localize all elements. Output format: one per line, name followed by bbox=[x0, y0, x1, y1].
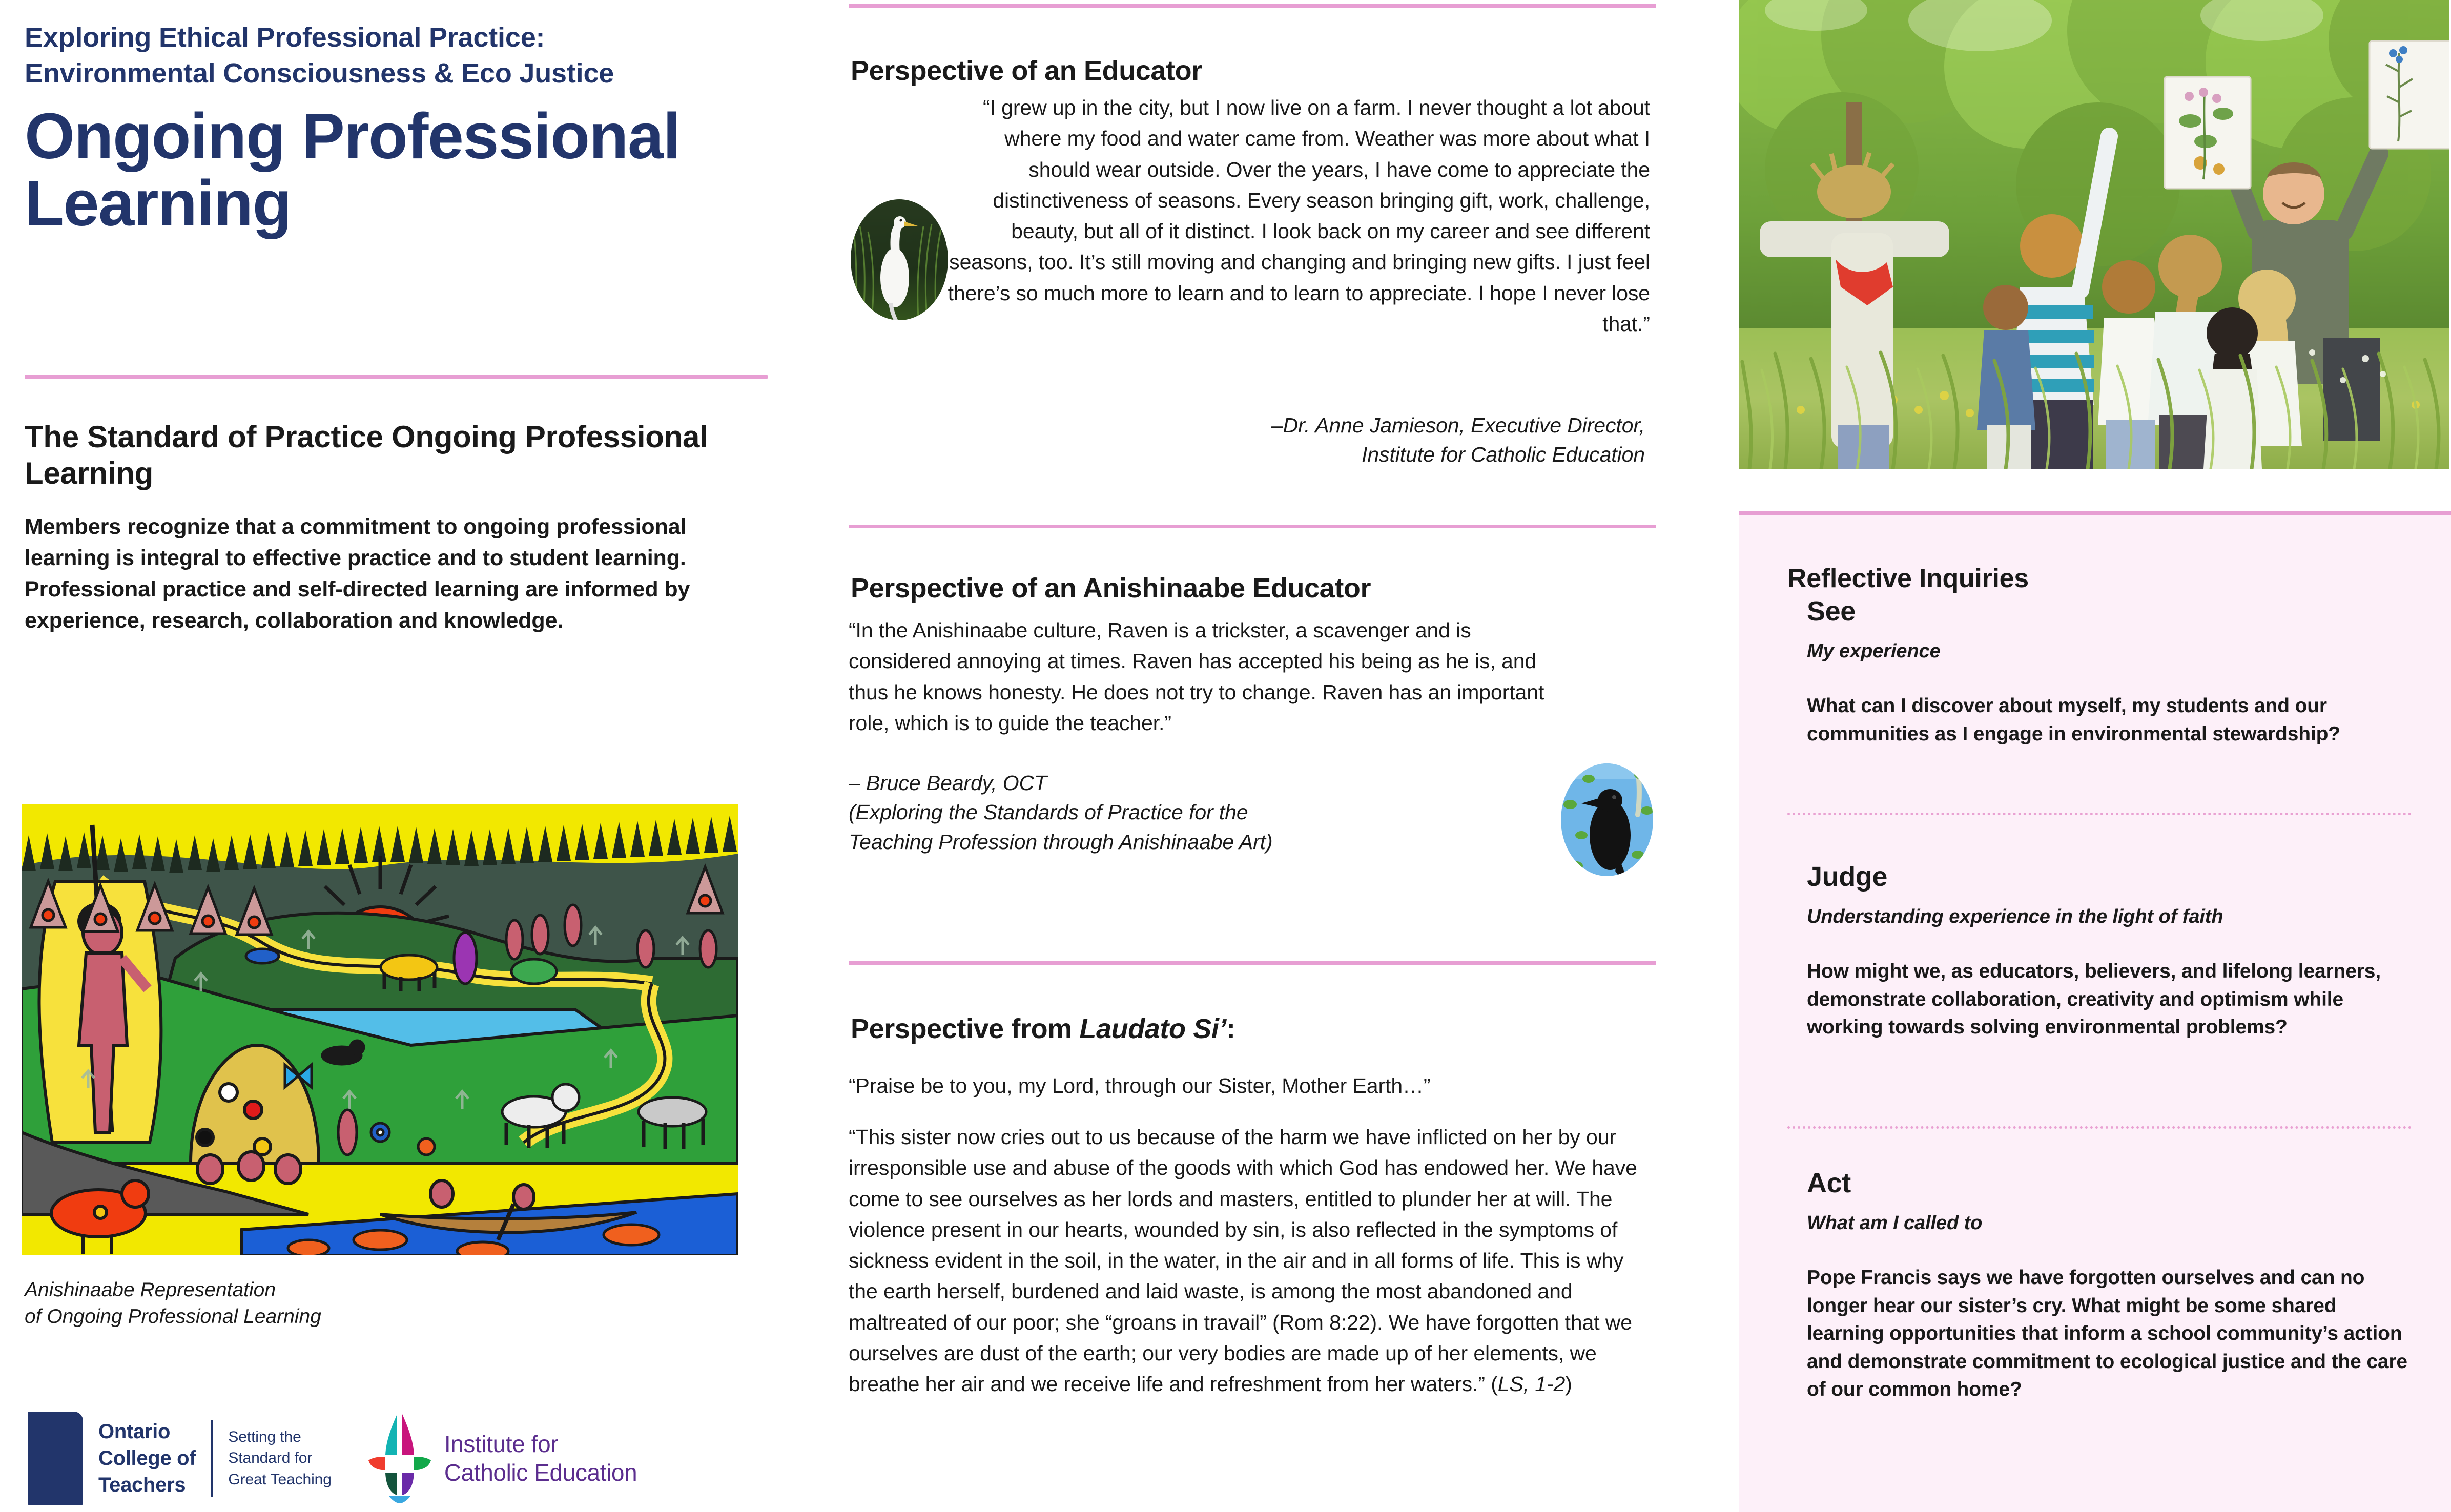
educator-quote-text: “I grew up in the city, but I now live on a farm. I never thought a lot about where my food and water came from. Weather was more about what I should wear outside. Over the years, I have come to appreciate the distinctiveness of seasons. Every season bringing gift, work, challenge, beauty, but all of it distinct. I look back on my career and see different seasons, too. It’s still moving and changing and bringing new gifts. I just feel there’s so much more to learn and to learn to appreciate. I hope I never lose that.” bbox=[948, 96, 1650, 336]
egret-photo bbox=[851, 150, 948, 370]
divider-rule-mid-middle bbox=[849, 525, 1656, 528]
reflective-item-see bbox=[1807, 595, 2414, 748]
reflective-see-question: What can I discover about myself, my students and our communities as I engage in environmental stewardship? bbox=[1807, 695, 2340, 745]
standard-body: Members recognize that a commitment to ongoing professional learning is integral to effective practice and to student learning. Professional practice and self-directed learning are informed by experience, research, collaboration and knowledge. bbox=[25, 514, 690, 633]
reflective-act-subtitle: What am I called to bbox=[1807, 1212, 1983, 1234]
divider-rule-left bbox=[25, 375, 768, 379]
educator-attrib-line-2: Institute for Catholic Education bbox=[1362, 443, 1645, 467]
laudato-quote-2-text: “This sister now cries out to us because of the harm we have inflicted on her by our irresponsible use and abuse of the goods with which God has endowed her. We have come to see ourselves as her lords and masters, entitled to plunder her at will. The violence present in our hearts, wounded by sin, is also reflected in the symptoms of sickness evident in the soil, in the water, in the air and in all forms of life. This is why the earth herself, burdened and laid waste, is among the most abandoned and maltreated of our poor; she “groans in travail” (Rom 8:22). We have forgotten that we ourselves are dust of the earth; our very bodies are made up of her elements, we breathe her air and we receive life and refreshment from her waters.” bbox=[849, 1125, 1637, 1396]
reflective-judge-heading: Judge bbox=[1807, 861, 1888, 892]
egret-photo-svg bbox=[851, 150, 948, 370]
laudato-heading bbox=[851, 1013, 1235, 1045]
laudato-quote-2 bbox=[849, 1122, 1653, 1399]
educator-heading: Perspective of an Educator bbox=[851, 55, 1202, 86]
reflective-item-judge bbox=[1807, 861, 2414, 1042]
artwork-caption-line-1: Anishinaabe Representation bbox=[25, 1279, 276, 1301]
eyebrow-heading bbox=[25, 19, 742, 91]
standard-heading: The Standard of Practice Ongoing Professional Learning bbox=[25, 419, 708, 490]
reflective-judge-subtitle: Understanding experience in the light of faith bbox=[1807, 906, 2223, 927]
artwork-caption bbox=[25, 1277, 640, 1331]
anishinaabe-quote-text: “In the Anishinaabe culture, Raven is a trickster, a scavenger and is considered annoying at times. Raven has accepted his being as he is, and thus he knows honesty. He does not try to change. Raven has an important role, which is to guide the teacher.” bbox=[849, 618, 1544, 735]
outdoor-learning-photo bbox=[1739, 0, 2449, 469]
eyebrow-line-1: Exploring Ethical Professional Practice: bbox=[25, 22, 545, 53]
anishinaabe-heading: Perspective of an Anishinaabe Educator bbox=[851, 572, 1371, 604]
page-title: Ongoing Professional Learning bbox=[25, 100, 681, 240]
reflective-inquiries-title: Reflective Inquiries bbox=[1787, 564, 2029, 594]
laudato-heading-italic: Laudato Si’ bbox=[1079, 1013, 1227, 1044]
logo-divider bbox=[211, 1420, 213, 1497]
anishinaabe-attrib-line-1: – Bruce Beardy, OCT bbox=[849, 771, 1047, 795]
laudato-heading-suffix: : bbox=[1226, 1013, 1235, 1044]
oct-line-2: College of bbox=[98, 1447, 196, 1469]
ice-line-1: Institute for bbox=[444, 1430, 559, 1457]
middle-column bbox=[840, 0, 1690, 1512]
oct-tag-line-1: Setting the bbox=[228, 1428, 301, 1445]
divider-rule-mid-bottom bbox=[849, 961, 1656, 965]
eyebrow-line-2: Environmental Consciousness & Eco Justice bbox=[25, 58, 614, 89]
ontario-college-of-teachers-logo bbox=[28, 1412, 332, 1505]
artwork-illustration bbox=[22, 804, 738, 1255]
laudato-citation-open: ( bbox=[1491, 1372, 1498, 1396]
dotted-divider-1 bbox=[1787, 813, 2412, 815]
reflective-see-subtitle: My experience bbox=[1807, 640, 1941, 662]
right-column bbox=[1730, 0, 2451, 1512]
raven-photo-svg bbox=[1561, 717, 1653, 922]
artwork-caption-line-2: of Ongoing Professional Learning bbox=[25, 1306, 321, 1328]
oct-mark-icon bbox=[28, 1412, 83, 1505]
raven-photo bbox=[1561, 717, 1653, 922]
anishinaabe-artwork bbox=[22, 804, 738, 1255]
ice-wordmark bbox=[444, 1430, 637, 1487]
divider-rule-mid-top bbox=[849, 4, 1656, 8]
reflective-judge-question: How might we, as educators, believers, and lifelong learners, demonstrate collaboration, creativity and optimism while working towards solving environmental problems? bbox=[1807, 960, 2381, 1039]
laudato-heading-prefix: Perspective from bbox=[851, 1013, 1080, 1044]
ice-cross-leaf-icon bbox=[368, 1413, 431, 1503]
anishinaabe-attrib-line-2: (Exploring the Standards of Practice for the bbox=[849, 800, 1248, 824]
laudato-citation-close: ) bbox=[1565, 1372, 1572, 1396]
oct-line-1: Ontario bbox=[98, 1420, 171, 1443]
reflective-act-heading: Act bbox=[1807, 1168, 1851, 1198]
anishinaabe-attribution bbox=[849, 769, 1361, 857]
ice-line-2: Catholic Education bbox=[444, 1459, 637, 1486]
ice-mark-svg bbox=[368, 1413, 431, 1503]
oct-tagline bbox=[228, 1426, 332, 1490]
oct-tag-line-2: Standard for bbox=[228, 1449, 313, 1467]
reflective-act-question: Pope Francis says we have forgotten ourselves and can no longer hear our sister’s cry. What might be some shared learning opportunities that inform a school community’s action and demonstrate commitment to ecological justice and the care of our common home? bbox=[1807, 1267, 2407, 1401]
oct-tag-line-3: Great Teaching bbox=[228, 1470, 332, 1488]
educator-quote-block bbox=[851, 92, 1650, 370]
reflective-item-act bbox=[1807, 1167, 2414, 1404]
reflective-see-heading: See bbox=[1807, 596, 1856, 627]
educator-attribution bbox=[1035, 411, 1645, 470]
oct-wordmark bbox=[98, 1418, 196, 1498]
anishinaabe-attrib-line-3: Teaching Profession through Anishinaabe Art) bbox=[849, 830, 1273, 854]
left-column bbox=[0, 0, 820, 1512]
institute-for-catholic-education-logo bbox=[368, 1413, 637, 1503]
outdoor-learning-photo-svg bbox=[1739, 0, 2449, 469]
logo-bar bbox=[28, 1412, 637, 1505]
dotted-divider-2 bbox=[1787, 1126, 2412, 1129]
laudato-citation: LS, 1-2 bbox=[1497, 1372, 1566, 1396]
educator-attrib-line-1: –Dr. Anne Jamieson, Executive Director, bbox=[1271, 413, 1645, 437]
laudato-quote-1: “Praise be to you, my Lord, through our Sister, Mother Earth…” bbox=[849, 1074, 1431, 1097]
oct-line-3: Teachers bbox=[98, 1474, 186, 1496]
